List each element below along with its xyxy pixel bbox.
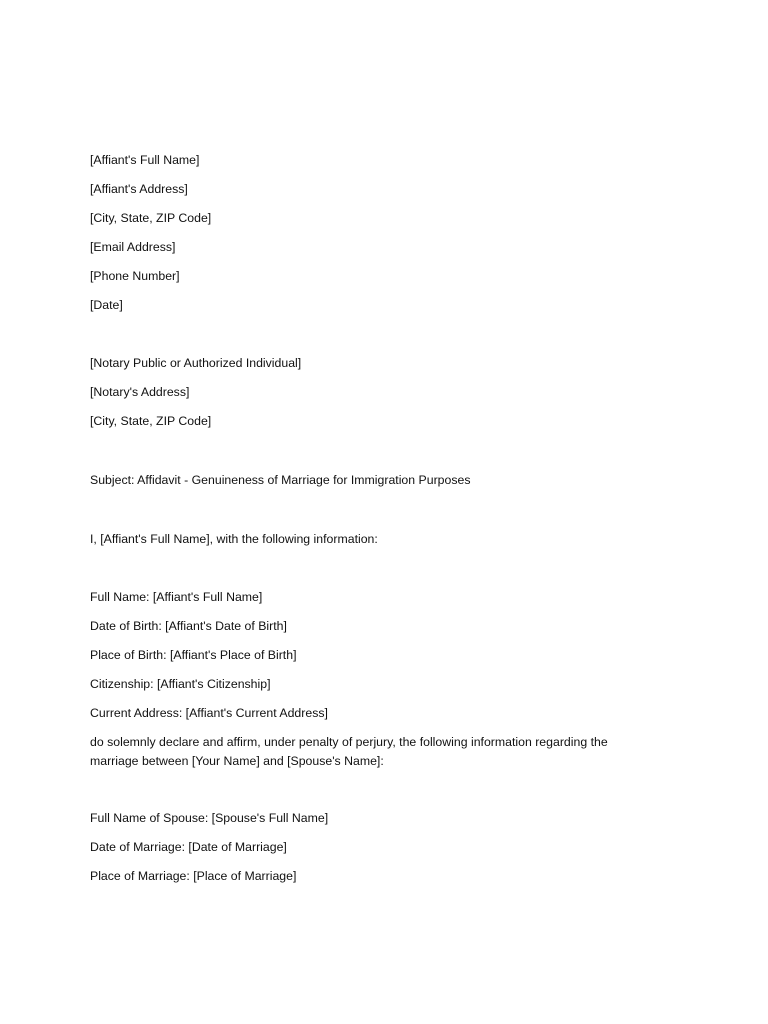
declaration-paragraph: do solemnly declare and affirm, under penalty of perjury, the following information regarding the marriage between [Your Name] and [Spouse's Name]: <box>90 735 608 768</box>
affiant-email: [Email Address] <box>90 240 176 254</box>
affiant-address: [Affiant's Address] <box>90 182 188 196</box>
detail-full-name: Full Name: [Affiant's Full Name] <box>90 590 263 604</box>
notary-name: [Notary Public or Authorized Individual] <box>90 356 302 370</box>
notary-city: [City, State, ZIP Code] <box>90 414 212 428</box>
detail-date-of-birth: Date of Birth: [Affiant's Date of Birth] <box>90 619 287 633</box>
detail-current-address: Current Address: [Affiant's Current Address] <box>90 706 328 720</box>
notary-address: [Notary's Address] <box>90 385 190 399</box>
affiant-name: [Affiant's Full Name] <box>90 153 200 167</box>
affiant-phone: [Phone Number] <box>90 269 180 283</box>
marriage-place: Place of Marriage: [Place of Marriage] <box>90 869 297 883</box>
detail-citizenship: Citizenship: [Affiant's Citizenship] <box>90 677 271 691</box>
affiant-date: [Date] <box>90 298 123 312</box>
intro-line: I, [Affiant's Full Name], with the following information: <box>90 532 378 546</box>
subject-line: Subject: Affidavit - Genuineness of Marriage for Immigration Purposes <box>90 473 471 487</box>
affiant-city: [City, State, ZIP Code] <box>90 211 212 225</box>
spouse-full-name: Full Name of Spouse: [Spouse's Full Name] <box>90 811 329 825</box>
marriage-date: Date of Marriage: [Date of Marriage] <box>90 840 287 854</box>
detail-place-of-birth: Place of Birth: [Affiant's Place of Birth] <box>90 648 297 662</box>
